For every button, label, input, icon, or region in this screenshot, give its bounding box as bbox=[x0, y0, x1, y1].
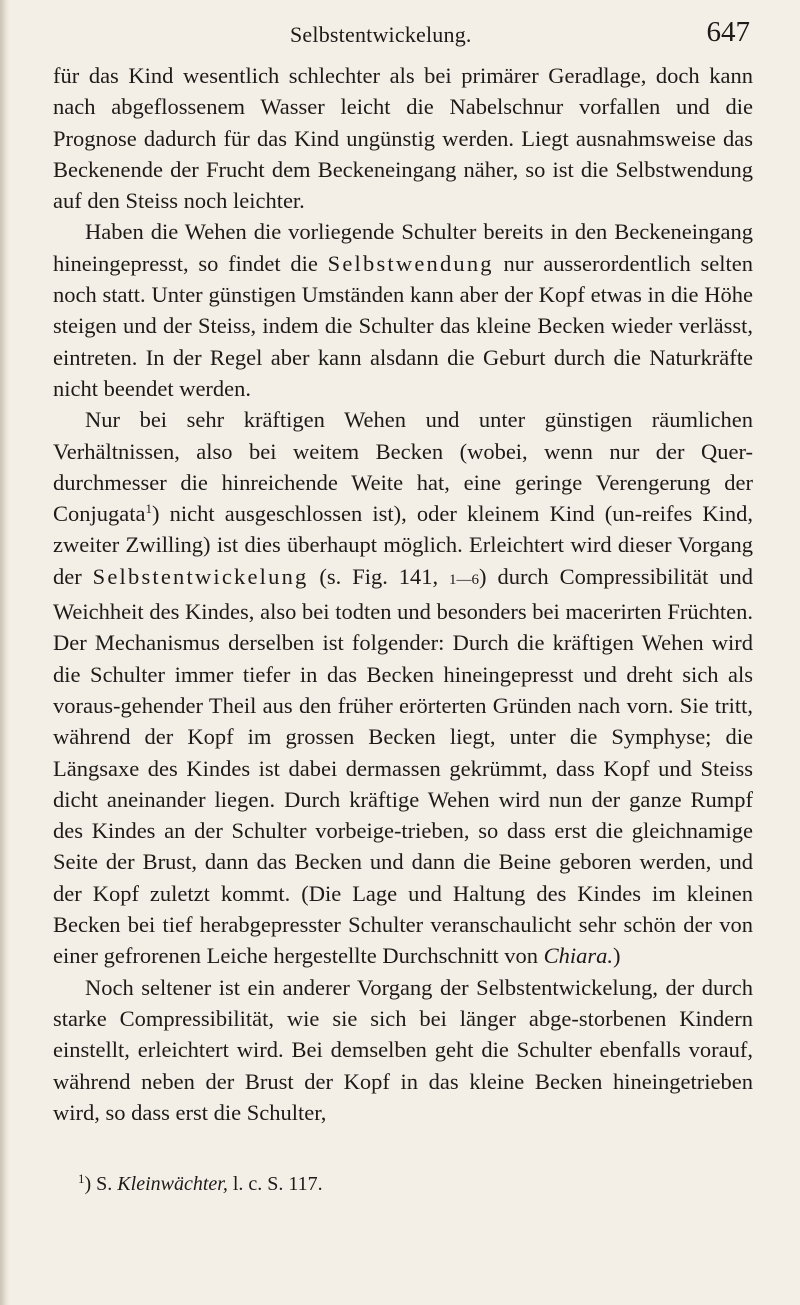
paragraph-2-text-b: nur ausserordentlich selten noch statt. Unter günstigen Umständen kann aber der Kopf etwas in die Höhe steigen und der Steiss, indem die Schulter das kleine Becken wieder verlässt, eintreten. In der Regel aber kann alsdann die Geburt durch die Naturkräfte nicht beendet werden. bbox=[53, 250, 753, 401]
footnote bbox=[78, 1172, 748, 1196]
paragraph-2 bbox=[53, 216, 753, 404]
body-text bbox=[53, 60, 753, 1128]
paragraph-3-text-a: Nur bei sehr kräftigen Wehen und unter günstigen räumlichen Verhältnissen, also bei weitem Becken (wobei, wenn nur der Quer-durchmesser die hinreichende Weite hat, eine geringe Verengerung der Conjugata bbox=[53, 407, 753, 527]
footnote-reference: 1 bbox=[145, 501, 152, 517]
paragraph-3-text-e: ) bbox=[613, 943, 621, 969]
paragraph-1: für das Kind wesentlich schlechter als bei primärer Geradlage, doch kann nach abgeflossenem Wasser leicht die Nabelschnur vorfallen und die Prognose dadurch für das Kind ungünstig werden. Liegt ausnahmsweise das Beckenende der Frucht dem Beckeneingang näher, so ist die Selbstwendung auf den Steiss noch leichter. bbox=[53, 63, 753, 214]
paragraph-3-text-c: (s. Fig. 141, bbox=[308, 563, 450, 589]
paragraph-3-text-b: ) nicht ausgeschlossen ist), oder kleinem Kind (un-reifes Kind, zweiter Zwilling) ist dies überhaupt möglich. Erleichtert wird dieser Vorgang der bbox=[53, 501, 753, 589]
emphasized-term-selbstentwickelung: Selbstentwickelung bbox=[92, 563, 309, 589]
paragraph-2-text-a: Haben die Wehen die vorliegende Schulter bereits in den Beckeneingang hineingepresst, so findet die bbox=[53, 219, 753, 276]
paragraph-4: Noch seltener ist ein anderer Vorgang der Selbstentwickelung, der durch starke Compressibilität, wie sie sich bei länger abge-storbenen Kindern einstellt, erleichtert wird. Bei demselben geht die Schulter ebenfalls vorauf, während neben der Brust der Kopf in das kleine Becken hineingetrieben wird, so dass erst die Schulter, bbox=[53, 974, 753, 1125]
paragraph-3 bbox=[53, 404, 753, 971]
footnote-marker: 1 bbox=[78, 1171, 85, 1186]
running-head-title: Selbstentwickelung. bbox=[290, 22, 472, 47]
author-name-chiara: Chiara. bbox=[543, 943, 614, 969]
footnote-author: Kleinwächter, bbox=[117, 1173, 228, 1195]
running-head bbox=[60, 14, 750, 50]
figure-range: 1—6 bbox=[449, 571, 480, 588]
footnote-citation: l. c. S. 117. bbox=[227, 1173, 323, 1195]
paragraph-3-text-d: ) durch Compressibilität und Weichheit des Kindes, also bei todten und besonders bei macerirten Früchten. Der Mechanismus derselben ist folgender: Durch die kräftigen Wehen wird die Schulter immer tiefer in das Becken hineingepresst und dreht sich als voraus-gehender Theil aus den früher erörterten Gründen nach vorn. Sie tritt, während der Kopf im grossen Becken liegt, unter die Symphyse; die Längsaxe des Kindes ist dabei dermassen gekrümmt, dass Kopf und Steiss dicht aneinander liegen. Durch kräftige Wehen wird nun der ganze Rumpf des Kindes an der Schulter vorbeige-trieben, so dass erst die gleichnamige Seite der Brust, dann das Becken und dann die Beine geboren werden, und der Kopf zuletzt kommt. (Die Lage und Haltung des Kindes im kleinen Becken bei tief herabgepresster Schulter veranschaulicht sehr schön der von einer gefrorenen Leiche hergestellte Durchschnitt von bbox=[53, 563, 754, 969]
emphasized-term-selbstwendung: Selbstwendung bbox=[327, 250, 494, 276]
page-number: 647 bbox=[706, 16, 750, 48]
footnote-prefix: ) S. bbox=[84, 1173, 118, 1195]
